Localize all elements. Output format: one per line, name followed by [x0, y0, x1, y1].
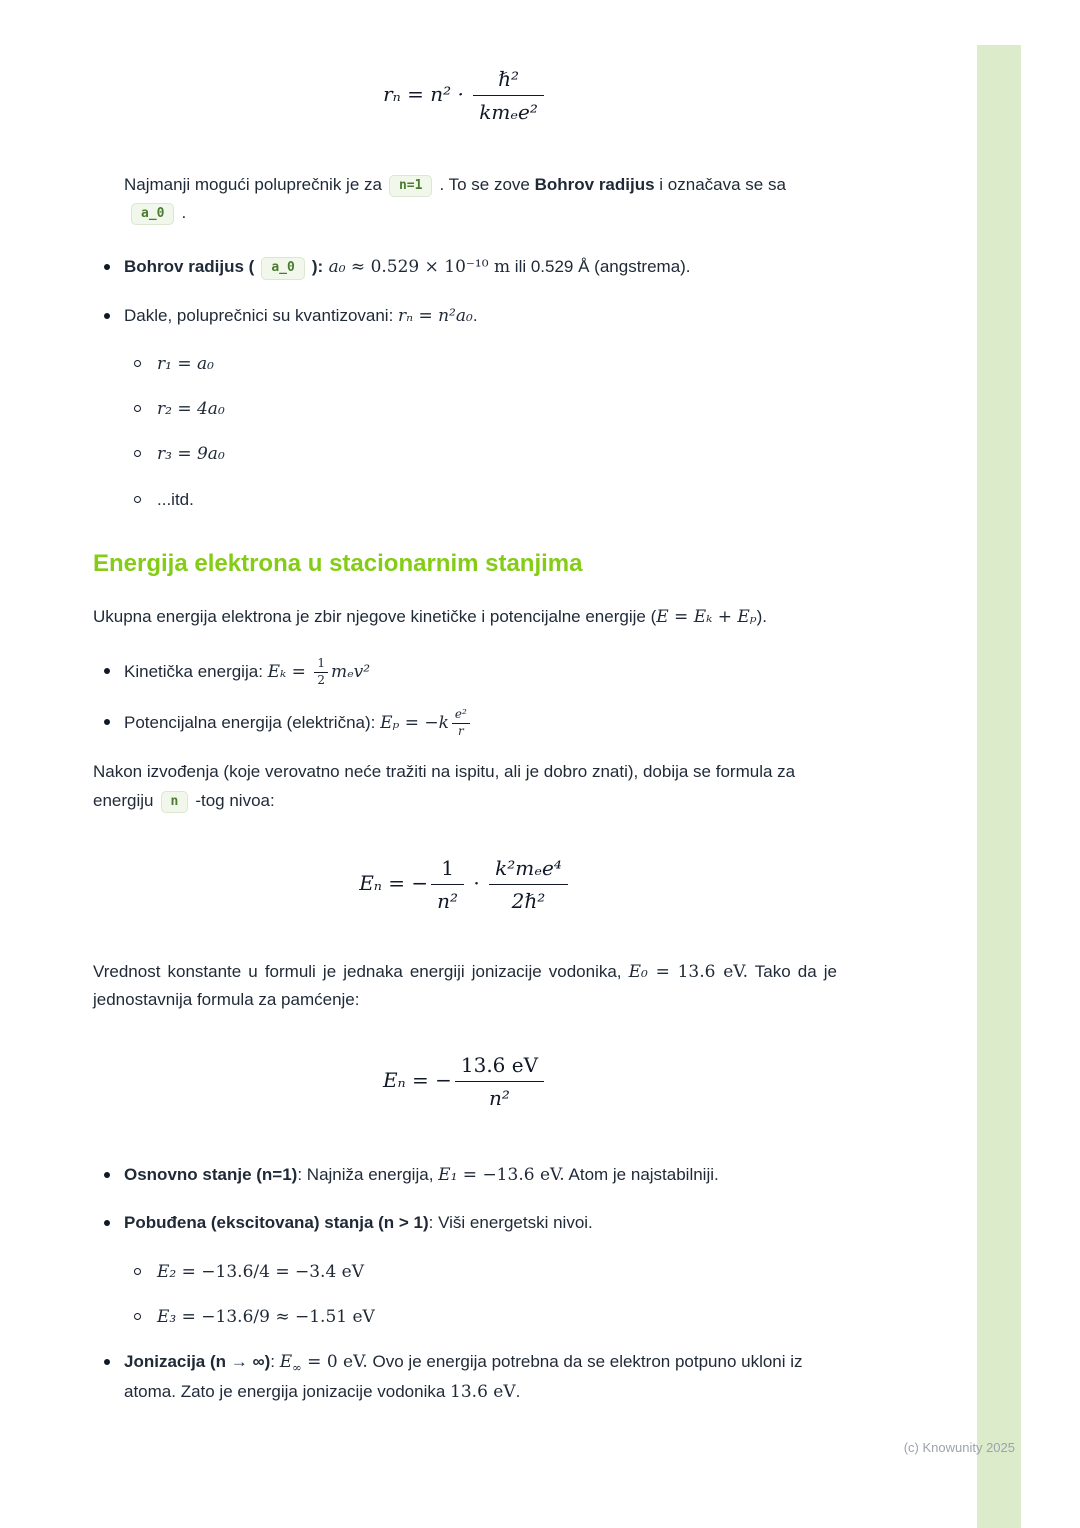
fraction-denominator: n²	[489, 1086, 510, 1111]
energy-intro-paragraph	[93, 603, 837, 631]
text-run: Ukupna energija elektrona je zbir njegove kinetičke i potencijalne energije (	[93, 606, 657, 626]
page-accent-stripe	[977, 45, 1021, 1528]
formula-radius-fraction	[473, 66, 544, 125]
bold-run: ):	[311, 257, 324, 277]
inline-fraction	[452, 708, 470, 739]
math-run: E₂	[157, 1261, 177, 1282]
fraction-numerator: ℏ²	[473, 66, 544, 96]
text-run: Kinetička energija:	[124, 661, 268, 681]
fraction-denominator: kmₑe²	[479, 100, 538, 124]
math-run: E₁	[438, 1165, 458, 1186]
bold-run: Bohrov radijus (	[124, 257, 255, 277]
math-run: = −13.6 eV.	[457, 1165, 565, 1186]
energy-list	[93, 657, 837, 738]
intro-paragraph	[124, 171, 837, 227]
list-item-r1	[93, 350, 837, 378]
text-run: Tako da je jednostavnija formula za pamćenje:	[93, 961, 837, 1009]
formula-simple	[93, 1052, 837, 1111]
constant-note-paragraph	[93, 958, 837, 1014]
math-run: E₃	[157, 1306, 177, 1327]
math-run: Eₚ = −k	[380, 712, 449, 733]
fraction-denominator: n²	[437, 888, 459, 913]
inline-code-a0: a_0	[131, 203, 174, 225]
formula-simple-lhs: Eₙ = −	[382, 1068, 452, 1093]
list-item-quantized-radii	[93, 302, 837, 330]
formula-radius	[93, 66, 837, 125]
math-run: = −13.6/9 ≈ −1.51 eV	[176, 1306, 375, 1327]
list-item-bohr-radius	[93, 253, 837, 281]
math-run: rₙ = n²a₀	[398, 305, 473, 326]
text-run: Potencijalna energija (električna):	[124, 712, 381, 732]
multiplication-dot: ·	[467, 870, 487, 895]
list-item-etc	[93, 486, 837, 514]
text-run: . To se zove	[439, 175, 535, 194]
formula-energy-fraction-1	[431, 855, 464, 914]
math-run: E = Eₖ + Eₚ	[656, 606, 757, 627]
text-run: .	[472, 305, 478, 325]
math-run: r₂ = 4a₀	[157, 399, 225, 420]
text-run: :	[270, 1352, 280, 1372]
formula-energy	[93, 855, 837, 914]
bold-run: Osnovno stanje (n=1)	[124, 1165, 298, 1185]
fraction-numerator: 13.6 eV	[455, 1052, 544, 1082]
inline-code-n1: n=1	[389, 175, 432, 197]
section-heading: Energija elektrona u stacionarnim stanjima	[93, 549, 583, 577]
text-run: Atom je najstabilniji.	[564, 1165, 719, 1185]
bold-run: Pobuđena (ekscitovana) stanja (n > 1)	[124, 1213, 429, 1233]
math-run: = −13.6/4 = −3.4 eV	[176, 1261, 364, 1282]
fraction-numerator: 1	[431, 855, 464, 885]
math-run: = 13.6 eV.	[647, 961, 748, 982]
math-run: = 0 eV.	[301, 1352, 368, 1373]
formula-energy-lhs: Eₙ = −	[359, 870, 429, 895]
list-item-e2	[93, 1258, 837, 1286]
inline-code-a0: a_0	[261, 257, 304, 279]
document-content	[93, 52, 837, 1426]
text-run: Vrednost konstante u formuli je jednaka energiji jonizacije vodonika,	[93, 961, 629, 981]
fraction-denominator: 2	[317, 672, 325, 687]
text-run: Ovo je energija potrebna da se elektron potpuno ukloni iz atoma. Zato je energija jonizacije vodonika	[124, 1352, 803, 1401]
text-run: ).	[756, 606, 767, 626]
text-run: Dakle, poluprečnici su kvantizovani:	[124, 305, 399, 325]
fraction-numerator: e²	[452, 708, 470, 724]
fraction-numerator: 1	[314, 657, 328, 673]
inline-code-n: n	[161, 791, 189, 813]
list-item-kinetic-energy	[93, 657, 837, 688]
math-run: mₑv²	[330, 661, 371, 682]
math-run: a₀	[323, 257, 346, 278]
math-run: ≈ 0.529 × 10⁻¹⁰ m	[345, 257, 511, 278]
text-run: : Viši energetski nivoi.	[428, 1213, 593, 1233]
text-run: Nakon izvođenja (koje verovatno neće tražiti na ispitu, ali je dobro znati), dobija se formula za energiju	[93, 762, 796, 810]
list-item-r2	[93, 395, 837, 423]
bold-run: Jonizacija (n → ∞)	[124, 1352, 271, 1372]
list-item-excited-states	[93, 1209, 837, 1237]
math-subscript: ∞	[292, 1360, 302, 1375]
math-run: r₁ = a₀	[157, 353, 214, 374]
fraction-denominator: r	[457, 723, 464, 738]
inline-fraction	[314, 657, 328, 688]
list-item-ground-state	[93, 1161, 837, 1189]
formula-radius-lhs: rₙ = n² ·	[383, 82, 471, 106]
fraction-denominator: 2ℏ²	[511, 888, 546, 913]
text-run: i označava se sa	[654, 175, 786, 194]
list-item-r3	[93, 440, 837, 468]
text-run: : Najniža energija,	[297, 1165, 439, 1185]
formula-energy-fraction-2	[489, 855, 568, 914]
text-run: -tog nivoa:	[195, 790, 275, 810]
copyright-footer: (c) Knowunity 2025	[903, 1440, 1015, 1455]
math-run: Eₖ =	[267, 661, 312, 682]
radius-list	[93, 253, 837, 513]
list-item-potential-energy	[93, 708, 837, 739]
bold-term-bohr-radius: Bohrov radijus	[534, 175, 655, 194]
math-run: 13.6 eV	[450, 1381, 516, 1402]
text-run: Najmanji mogući poluprečnik je za	[124, 175, 382, 194]
math-run: E	[279, 1352, 293, 1373]
list-item-e3	[93, 1303, 837, 1331]
text-run: ...itd.	[157, 489, 194, 509]
derivation-paragraph	[93, 758, 837, 814]
math-run: E₀	[628, 961, 648, 982]
text-run: .	[515, 1381, 521, 1401]
math-run: r₃ = 9a₀	[157, 444, 225, 465]
formula-simple-fraction	[455, 1052, 544, 1111]
text-run: ili 0.529 Å (angstrema).	[510, 257, 691, 277]
text-run: .	[181, 203, 187, 223]
states-list	[93, 1161, 837, 1406]
fraction-numerator: k²mₑe⁴	[489, 855, 568, 885]
list-item-ionization	[93, 1348, 837, 1406]
